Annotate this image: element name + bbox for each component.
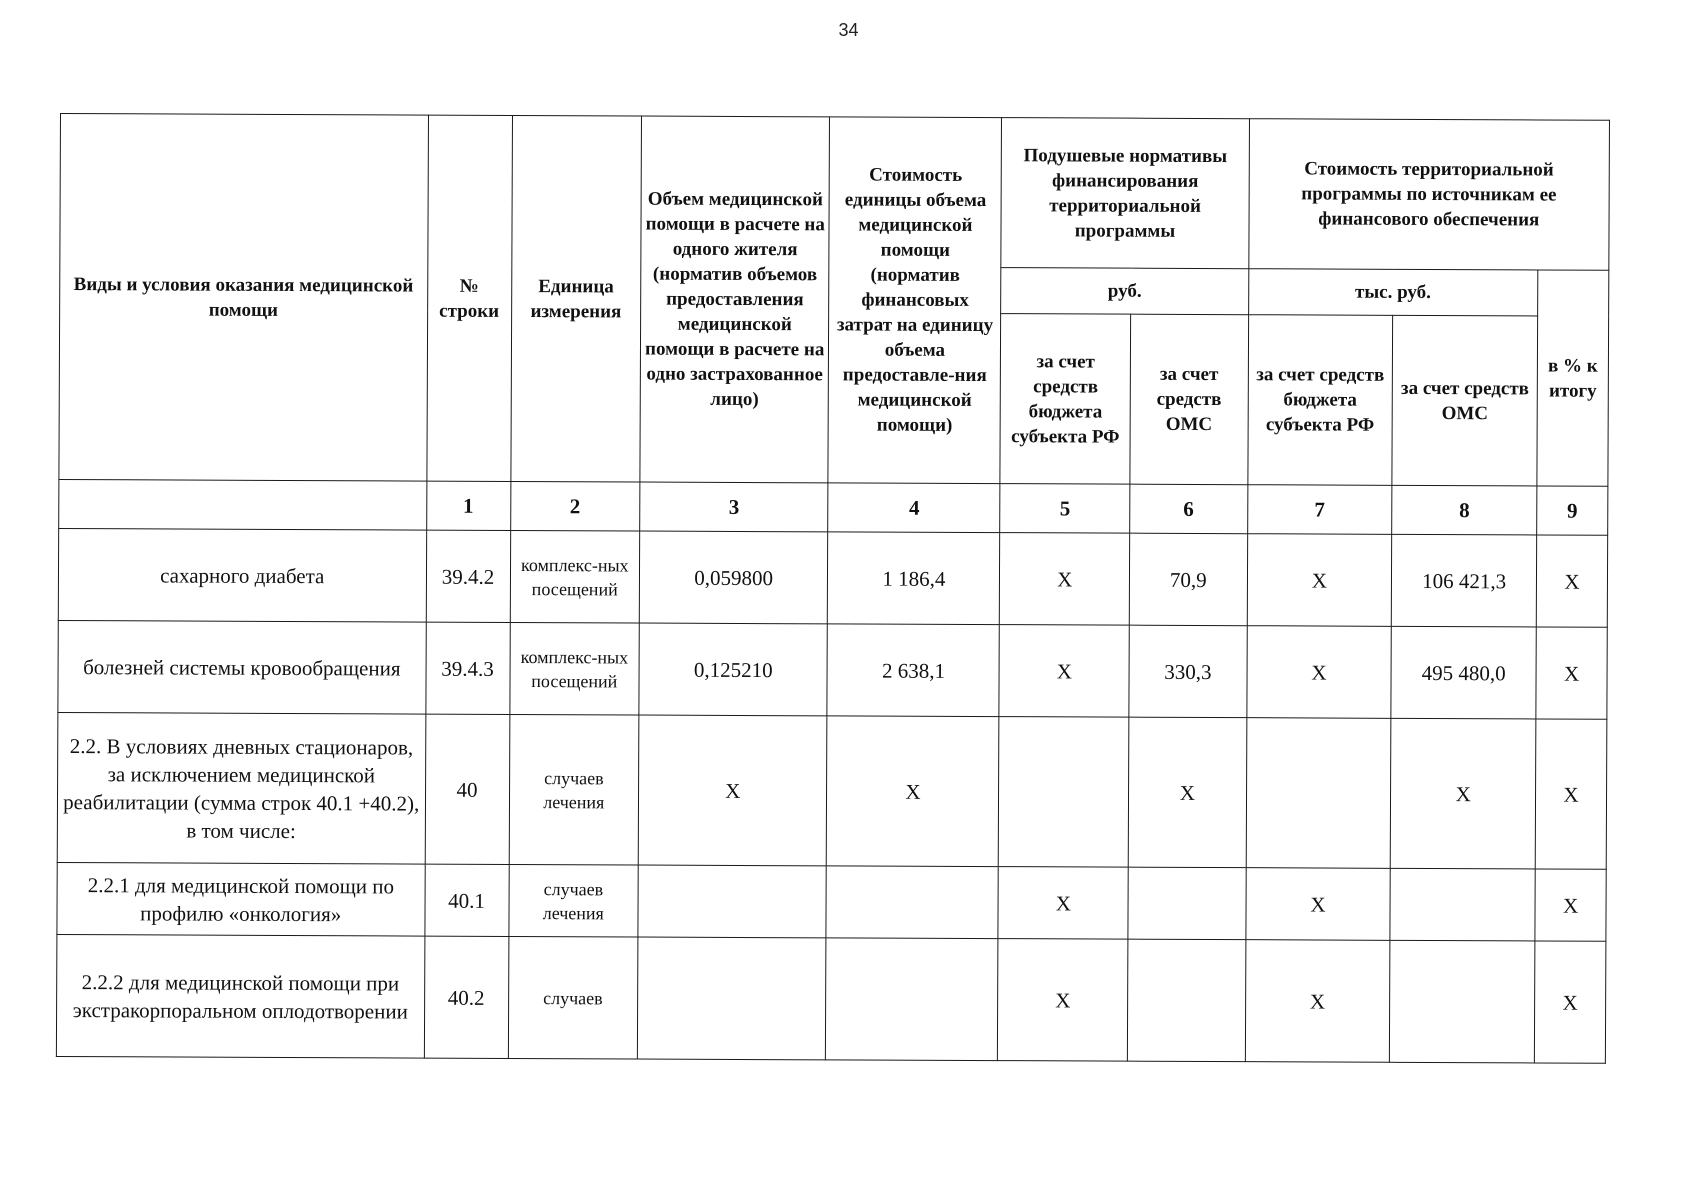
financing-table [56, 113, 1610, 1064]
row-unit: случаев лечения [509, 714, 639, 865]
row-name: 2.2.2 для медицинской помощи при экстракорпоральном оплодотворении [56, 934, 424, 1058]
page-number: 34 [838, 20, 859, 40]
column-number: 4 [828, 483, 1000, 533]
header-type: Виды и условия оказания медицинской помощи [59, 114, 428, 482]
column-number: 1 [426, 481, 510, 530]
column-number: 8 [1392, 485, 1537, 535]
cell-volume: 0,059800 [639, 531, 828, 624]
cell-budget-thousand: X [1246, 626, 1391, 719]
cell-budget-rub: X [999, 625, 1129, 718]
cell-oms-rub [1128, 867, 1246, 940]
cell-budget-rub [999, 717, 1129, 868]
cell-volume [638, 865, 827, 938]
column-number: 9 [1537, 486, 1608, 535]
cell-oms-thousand [1390, 940, 1535, 1063]
row-number: 40.2 [424, 936, 509, 1058]
cell-unit-cost: 1 186,4 [828, 532, 1000, 625]
header-volume: Объем медицинской помощи в расчете на одного жителя (норматив объемов предоставления медицинской помощи в расчете на одно застрахованное лицо) [640, 116, 830, 483]
row-unit: комплекс-ных посещений [510, 530, 640, 623]
cell-oms-thousand: 106 421,3 [1392, 534, 1537, 627]
cell-percent: X [1534, 941, 1606, 1063]
cell-percent: X [1536, 627, 1607, 719]
cell-percent: X [1535, 719, 1607, 869]
column-number: 7 [1247, 485, 1392, 535]
cell-unit-cost [826, 866, 998, 939]
cell-budget-thousand: X [1245, 868, 1390, 941]
header-row-number: № строки [426, 115, 512, 481]
cell-budget-rub: X [998, 939, 1128, 1062]
table-row [58, 528, 1607, 627]
row-number: 39.4.3 [425, 622, 509, 714]
column-number-row [59, 479, 1608, 535]
header-unit: Единица измерения [510, 115, 641, 482]
header-percent: в % к итогу [1537, 270, 1609, 486]
table-row [56, 934, 1606, 1063]
column-number: 2 [510, 481, 640, 531]
cell-budget-rub: X [998, 867, 1128, 940]
header-thousand-rub: тыс. руб. [1248, 269, 1538, 316]
cell-budget-rub: X [1000, 533, 1130, 626]
column-number [59, 479, 427, 530]
table-row [58, 620, 1607, 719]
cell-budget-thousand: X [1247, 534, 1392, 627]
header-budget-5: за счет средств бюджета субъекта РФ [1000, 314, 1130, 485]
row-unit: случаев лечения [508, 864, 638, 937]
header-unit-cost: Стоимость единицы объема медицинской помощи (норматив финансовых затрат на единицу объема предоставле-ния медицинской помощи) [828, 117, 1002, 484]
row-number: 40.1 [424, 864, 508, 936]
row-name: болезней системы кровообращения [58, 620, 426, 714]
cell-percent: X [1535, 869, 1606, 941]
row-unit: случаев [508, 936, 638, 1059]
header-per-capita-group: Подушевые нормативы финансирования территориальной программы [1001, 118, 1249, 269]
cell-volume [637, 937, 826, 1060]
row-unit: комплекс-ных посещений [509, 622, 639, 715]
cell-oms-rub [1127, 939, 1245, 1062]
row-number: 39.4.2 [426, 530, 510, 622]
column-number: 3 [640, 482, 829, 532]
cell-oms-rub: X [1128, 717, 1246, 868]
document-sheet [56, 113, 1610, 1064]
cell-unit-cost [826, 938, 999, 1061]
row-name: 2.2. В условиях дневных стационаров, за исключением медицинской реабилитации (сумма строк 40.1 +40.2), в том числе: [57, 712, 425, 864]
cell-oms-thousand: 495 480,0 [1391, 626, 1536, 719]
header-rub: руб. [1001, 268, 1248, 315]
table-row [57, 712, 1607, 869]
cell-oms-rub: 330,3 [1129, 625, 1247, 718]
header-budget-7: за счет средств бюджета субъекта РФ [1247, 315, 1393, 486]
header-oms-6: за счет средств ОМС [1130, 314, 1248, 485]
cell-unit-cost: 2 638,1 [827, 624, 999, 717]
cell-oms-thousand [1390, 868, 1535, 941]
column-number: 6 [1130, 484, 1248, 534]
cell-volume: 0,125210 [639, 623, 828, 716]
header-program-cost-group: Стоимость территориальной программы по источникам ее финансового обеспечения [1248, 119, 1609, 271]
cell-budget-thousand [1246, 718, 1391, 869]
row-name: 2.2.1 для медицинской помощи по профилю «онкология» [57, 862, 425, 936]
table-row [57, 862, 1606, 941]
cell-percent: X [1536, 535, 1607, 627]
cell-volume: X [638, 715, 827, 866]
cell-oms-thousand: X [1390, 718, 1535, 869]
header-oms-8: за счет средств ОМС [1392, 315, 1538, 486]
row-name: сахарного диабета [58, 528, 426, 622]
column-number: 5 [1000, 484, 1130, 534]
cell-budget-thousand: X [1245, 940, 1390, 1063]
cell-oms-rub: 70,9 [1129, 533, 1247, 626]
cell-unit-cost: X [827, 716, 1000, 867]
row-number: 40 [425, 714, 510, 864]
